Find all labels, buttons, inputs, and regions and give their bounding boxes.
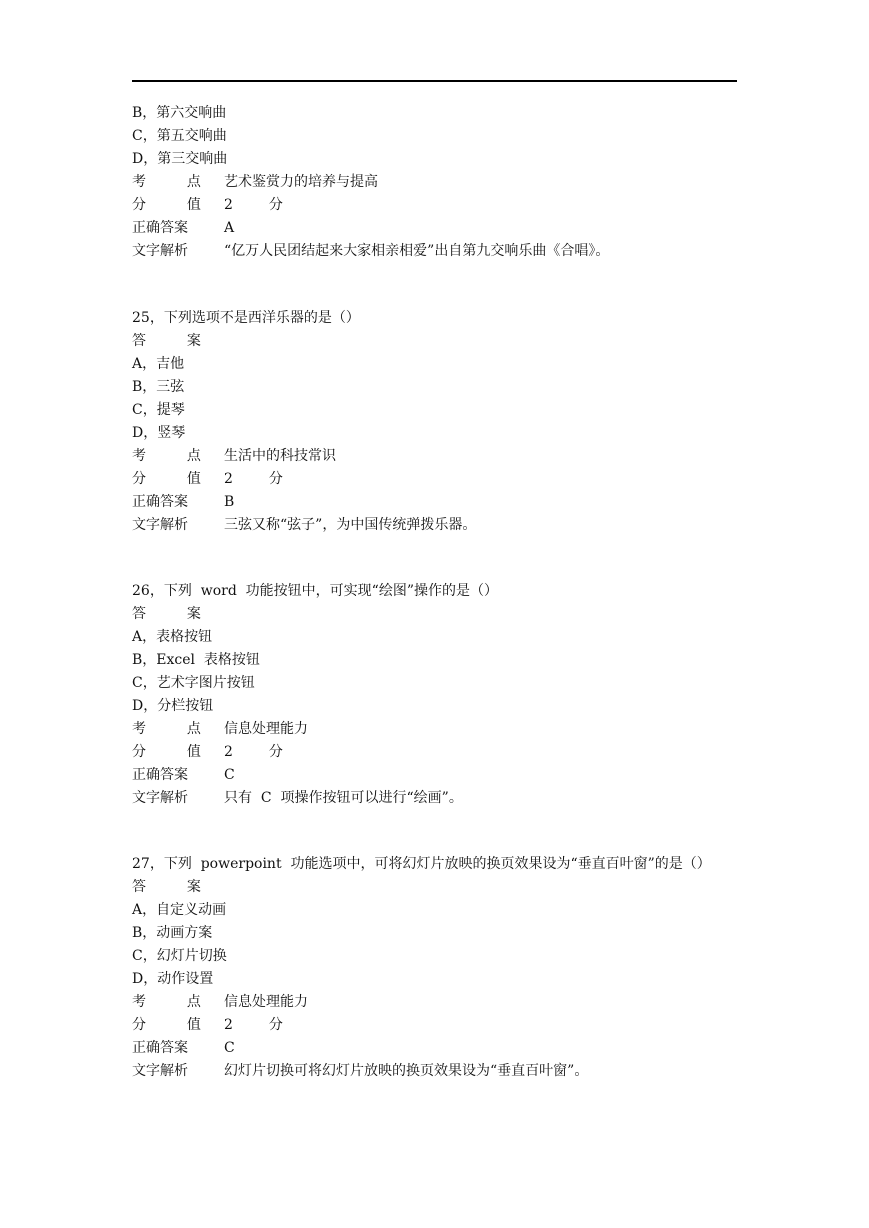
option-b: B，Excel 表格按钮 <box>132 652 260 668</box>
score-row <box>132 196 772 219</box>
question-24-tail <box>132 104 772 265</box>
score-label: 分 值 <box>132 744 220 760</box>
explain-row <box>132 516 772 539</box>
correct-row <box>132 766 772 789</box>
option-b: B，三弦 <box>132 379 185 395</box>
explain-label: 文字解析 <box>132 243 188 259</box>
score-label: 分 值 <box>132 471 220 487</box>
score-value: 2 <box>224 197 233 213</box>
option-c: C，提琴 <box>132 402 185 418</box>
point-row <box>132 720 772 743</box>
correct-label: 正确答案 <box>132 494 188 510</box>
score-value: 2 <box>224 471 233 487</box>
question-title: 27，下列 powerpoint 功能选项中，可将幻灯片放映的换页效果设为“垂直百叶窗”的是（） <box>132 856 711 872</box>
option-line: D，第三交响曲 <box>132 151 228 167</box>
point-label: 考 点 <box>132 174 220 190</box>
score-value: 2 <box>224 1017 233 1033</box>
score-label: 分 值 <box>132 1017 220 1033</box>
correct-value: C <box>224 1040 235 1056</box>
answer-label-text: 答 案 <box>132 606 220 622</box>
explain-label: 文字解析 <box>132 790 188 806</box>
correct-value: A <box>224 220 235 236</box>
point-row <box>132 447 772 470</box>
option-c: C，幻灯片切换 <box>132 948 227 964</box>
correct-value: C <box>224 767 235 783</box>
score-row <box>132 743 772 766</box>
option-b: B，动画方案 <box>132 925 213 941</box>
point-row <box>132 993 772 1016</box>
header-rule <box>132 80 737 82</box>
score-unit: 分 <box>268 197 283 213</box>
explain-value: 只有 C 项操作按钮可以进行“绘画”。 <box>224 790 463 806</box>
answer-label <box>132 332 772 355</box>
option-d: D，竖琴 <box>132 425 186 441</box>
answer-label-text: 答 案 <box>132 879 220 895</box>
option-a: A，表格按钮 <box>132 629 213 645</box>
answer-label <box>132 878 772 901</box>
point-label: 考 点 <box>132 721 220 737</box>
question-27 <box>132 855 772 1085</box>
correct-label: 正确答案 <box>132 1040 188 1056</box>
score-unit: 分 <box>268 471 283 487</box>
score-row <box>132 470 772 493</box>
point-value: 艺术鉴赏力的培养与提高 <box>224 174 378 190</box>
point-label: 考 点 <box>132 448 220 464</box>
explain-row <box>132 789 772 812</box>
score-unit: 分 <box>268 744 283 760</box>
explain-label: 文字解析 <box>132 517 188 533</box>
question-title: 25，下列选项不是西洋乐器的是（） <box>132 310 360 326</box>
point-value: 信息处理能力 <box>224 994 308 1010</box>
correct-row <box>132 493 772 516</box>
option-line: C，第五交响曲 <box>132 128 227 144</box>
option-d: D，动作设置 <box>132 971 214 987</box>
option-a: A，吉他 <box>132 356 185 372</box>
answer-label <box>132 605 772 628</box>
correct-label: 正确答案 <box>132 220 188 236</box>
correct-row <box>132 1039 772 1062</box>
explain-row <box>132 242 772 265</box>
correct-label: 正确答案 <box>132 767 188 783</box>
question-title: 26，下列 word 功能按钮中，可实现“绘图”操作的是（） <box>132 583 498 599</box>
option-line: B，第六交响曲 <box>132 105 227 121</box>
question-25 <box>132 309 772 539</box>
explain-value: 幻灯片切换可将幻灯片放映的换页效果设为“垂直百叶窗”。 <box>224 1063 589 1079</box>
explain-value: 三弦又称“弦子”，为中国传统弹拨乐器。 <box>224 517 477 533</box>
correct-value: B <box>224 494 235 510</box>
answer-label-text: 答 案 <box>132 333 220 349</box>
score-unit: 分 <box>268 1017 283 1033</box>
point-value: 生活中的科技常识 <box>224 448 336 464</box>
point-value: 信息处理能力 <box>224 721 308 737</box>
point-label: 考 点 <box>132 994 220 1010</box>
score-label: 分 值 <box>132 197 220 213</box>
question-26 <box>132 582 772 812</box>
correct-row <box>132 219 772 242</box>
score-row <box>132 1016 772 1039</box>
option-c: C，艺术字图片按钮 <box>132 675 255 691</box>
explain-label: 文字解析 <box>132 1063 188 1079</box>
option-a: A，自定义动画 <box>132 902 227 918</box>
explain-row <box>132 1062 772 1085</box>
option-d: D，分栏按钮 <box>132 698 214 714</box>
score-value: 2 <box>224 744 233 760</box>
explain-value: “亿万人民团结起来大家相亲相爱”出自第九交响乐曲《合唱》。 <box>224 243 610 259</box>
point-row <box>132 173 772 196</box>
